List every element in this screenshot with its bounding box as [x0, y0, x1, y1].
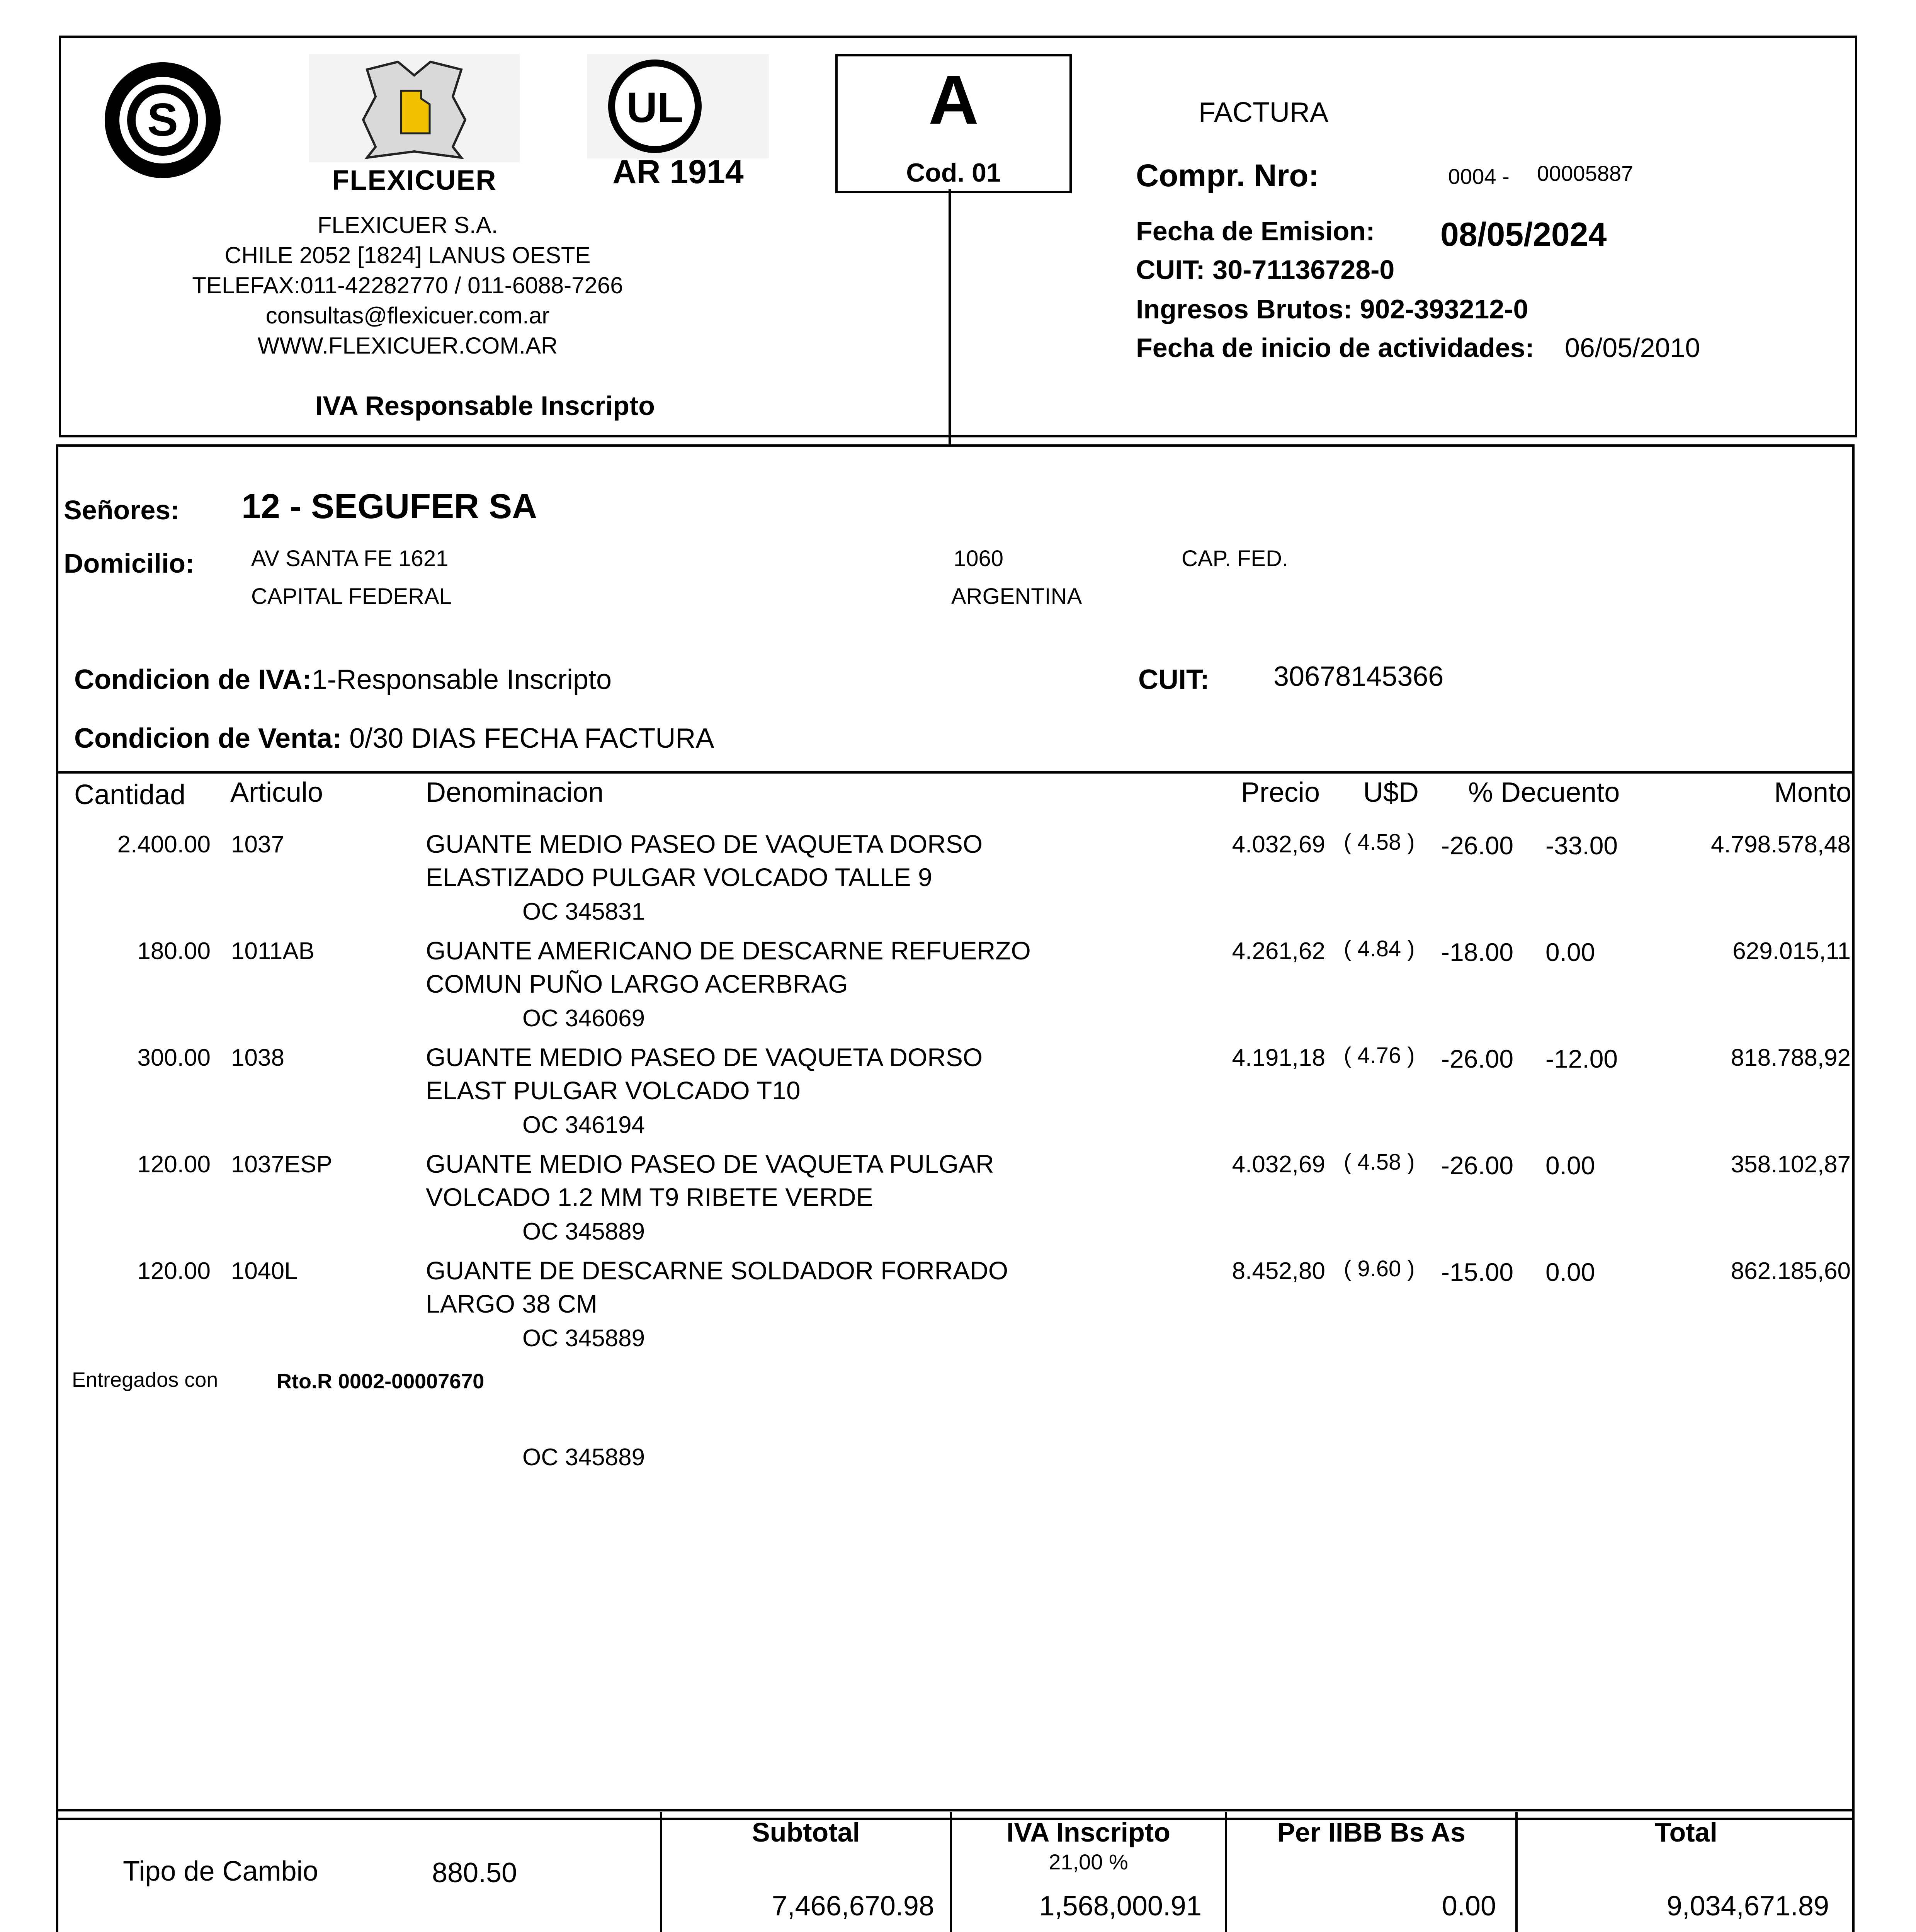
row-monto: 862.185,60 — [1731, 1258, 1851, 1284]
row-monto: 358.102,87 — [1731, 1151, 1851, 1178]
row-description: LARGO 38 CM — [426, 1289, 597, 1318]
entregados-value: Rto.R 0002-00007670 — [277, 1370, 485, 1393]
client-region: CAPITAL FEDERAL — [251, 584, 452, 609]
row-precio: 4.261,62 — [1232, 938, 1325, 964]
header-usd: U$D — [1363, 777, 1419, 808]
inicio-actividades-label: Fecha de inicio de actividades: — [1136, 333, 1534, 363]
condicion-venta-label: Condicion de Venta: — [74, 723, 342, 754]
row-descuento-b: -33.00 — [1545, 831, 1618, 860]
row-descuento-a: -15.00 — [1441, 1258, 1514, 1286]
row-usd: ( 4.76 ) — [1344, 1043, 1415, 1068]
invoice-letter-code: Cod. 01 — [906, 158, 1001, 187]
subtotal-value: 7,466,670.98 — [772, 1891, 934, 1922]
row-usd: ( 4.84 ) — [1344, 936, 1415, 961]
row-cantidad: 120.00 — [137, 1151, 211, 1178]
row-articulo: 1011AB — [231, 938, 315, 964]
row-cantidad: 120.00 — [137, 1258, 211, 1284]
extra-oc: OC 345889 — [522, 1444, 645, 1471]
row-articulo: 1040L — [231, 1258, 298, 1284]
row-description: GUANTE MEDIO PASEO DE VAQUETA DORSO — [426, 1043, 983, 1071]
row-monto: 4.798.578,48 — [1710, 831, 1851, 858]
company-website: WWW.FLEXICUER.COM.AR — [257, 333, 558, 359]
condicion-venta-value: 0/30 DIAS FECHA FACTURA — [349, 723, 714, 754]
row-cantidad: 300.00 — [137, 1044, 211, 1071]
row-description: COMUN PUÑO LARGO ACERBRAG — [426, 969, 848, 998]
company-phones: TELEFAX:011-42282770 / 011-6088-7266 — [192, 272, 623, 298]
fecha-emision-value: 08/05/2024 — [1440, 216, 1607, 253]
header-denominacion: Denominacion — [426, 777, 604, 808]
per-iibb-value: 0.00 — [1442, 1891, 1496, 1922]
row-precio: 4.032,69 — [1232, 831, 1325, 858]
row-articulo: 1038 — [231, 1044, 284, 1071]
per-iibb-label: Per IIBB Bs As — [1277, 1817, 1465, 1847]
row-usd: ( 9.60 ) — [1344, 1256, 1415, 1281]
row-descuento-a: -18.00 — [1441, 938, 1514, 966]
row-monto: 818.788,92 — [1731, 1044, 1851, 1071]
header-cantidad: Cantidad — [74, 779, 186, 810]
certification-logo — [100, 57, 226, 183]
company-name: FLEXICUER S.A. — [317, 212, 498, 238]
row-usd: ( 4.58 ) — [1344, 1150, 1415, 1175]
client-name: 12 - SEGUFER SA — [241, 487, 537, 526]
row-descuento-b: -12.00 — [1545, 1044, 1618, 1073]
client-city: CAP. FED. — [1182, 546, 1289, 571]
compr-number: 00005887 — [1537, 161, 1634, 185]
domicilio-label: Domicilio: — [64, 548, 195, 578]
flexicuer-logo-text: FLEXICUER — [332, 165, 497, 196]
ul-logo-label: UL — [626, 84, 683, 131]
ingresos-brutos: Ingresos Brutos: 902-393212-0 — [1136, 294, 1528, 324]
header-precio: Precio — [1241, 777, 1320, 808]
condicion-venta — [74, 723, 714, 754]
header-articulo: Articulo — [230, 777, 323, 808]
items-header-divider — [56, 771, 1855, 774]
senores-label: Señores: — [64, 495, 180, 525]
client-cuit-label: CUIT: — [1138, 664, 1209, 695]
inicio-actividades-value: 06/05/2010 — [1565, 333, 1700, 363]
row-descuento-b: 0.00 — [1545, 1258, 1595, 1286]
doc-type: FACTURA — [1199, 97, 1329, 128]
header-monto: Monto — [1774, 777, 1851, 808]
row-cantidad: 2.400.00 — [117, 831, 211, 858]
row-descuento-a: -26.00 — [1441, 1151, 1514, 1180]
flexicuer-logo — [309, 54, 520, 197]
entregados-label: Entregados con — [72, 1368, 218, 1391]
row-description: GUANTE AMERICANO DE DESCARNE REFUERZO — [426, 936, 1031, 965]
condicion-iva — [74, 665, 612, 695]
certification-logo-label: S — [147, 94, 179, 146]
row-oc: OC 345889 — [522, 1325, 645, 1352]
header-descuento: % Decuento — [1468, 777, 1620, 808]
tipo-cambio-label: Tipo de Cambio — [123, 1856, 318, 1887]
row-description: VOLCADO 1.2 MM T9 RIBETE VERDE — [426, 1183, 873, 1211]
row-articulo: 1037ESP — [231, 1151, 332, 1178]
fecha-emision-label: Fecha de Emision: — [1136, 216, 1375, 246]
row-precio: 4.191,18 — [1232, 1044, 1325, 1071]
compr-point: 0004 - — [1448, 164, 1510, 189]
row-descuento-b: 0.00 — [1545, 938, 1595, 966]
issuer-cuit: CUIT: 30-71136728-0 — [1136, 255, 1395, 285]
row-description: ELAST PULGAR VOLCADO T10 — [426, 1076, 801, 1105]
condicion-iva-value: 1-Responsable Inscripto — [311, 664, 612, 695]
company-iva-status: IVA Responsable Inscripto — [315, 391, 655, 421]
invoice-letter: A — [928, 61, 979, 139]
client-country: ARGENTINA — [951, 584, 1082, 609]
ul-logo — [587, 54, 769, 197]
row-oc: OC 346194 — [522, 1112, 645, 1138]
row-description: GUANTE MEDIO PASEO DE VAQUETA PULGAR — [426, 1150, 994, 1178]
row-description: GUANTE DE DESCARNE SOLDADOR FORRADO — [426, 1256, 1008, 1285]
row-description: ELASTIZADO PULGAR VOLCADO TALLE 9 — [426, 863, 932, 891]
client-cuit-value: 30678145366 — [1273, 661, 1444, 692]
iva-value: 1,568,000.91 — [1039, 1891, 1202, 1922]
ul-logo-code: AR 1914 — [612, 153, 744, 190]
company-email: consultas@flexicuer.com.ar — [265, 303, 550, 328]
compr-label: Compr. Nro: — [1136, 158, 1319, 193]
client-street: AV SANTA FE 1621 — [251, 546, 449, 571]
condicion-iva-label: Condicion de IVA: — [74, 664, 312, 695]
row-articulo: 1037 — [231, 831, 284, 858]
row-descuento-a: -26.00 — [1441, 831, 1514, 860]
tipo-cambio-value: 880.50 — [432, 1857, 517, 1888]
row-cantidad: 180.00 — [137, 938, 211, 964]
row-usd: ( 4.58 ) — [1344, 830, 1415, 855]
row-oc: OC 345831 — [522, 898, 645, 925]
row-monto: 629.015,11 — [1732, 938, 1851, 964]
row-oc: OC 346069 — [522, 1005, 645, 1032]
company-address: CHILE 2052 [1824] LANUS OESTE — [224, 242, 591, 268]
row-descuento-b: 0.00 — [1545, 1151, 1595, 1180]
total-label: Total — [1654, 1817, 1717, 1847]
row-descuento-a: -26.00 — [1441, 1044, 1514, 1073]
row-precio: 4.032,69 — [1232, 1151, 1325, 1178]
row-precio: 8.452,80 — [1232, 1258, 1325, 1284]
client-zip: 1060 — [954, 546, 1004, 571]
row-description: GUANTE MEDIO PASEO DE VAQUETA DORSO — [426, 830, 983, 858]
row-oc: OC 345889 — [522, 1218, 645, 1245]
iva-rate: 21,00 % — [1049, 1850, 1128, 1874]
subtotal-label: Subtotal — [752, 1817, 860, 1847]
header-divider — [949, 189, 951, 444]
iva-label: IVA Inscripto — [1006, 1817, 1170, 1847]
total-value: 9,034,671.89 — [1666, 1891, 1829, 1922]
client-items-box — [56, 444, 1855, 1820]
